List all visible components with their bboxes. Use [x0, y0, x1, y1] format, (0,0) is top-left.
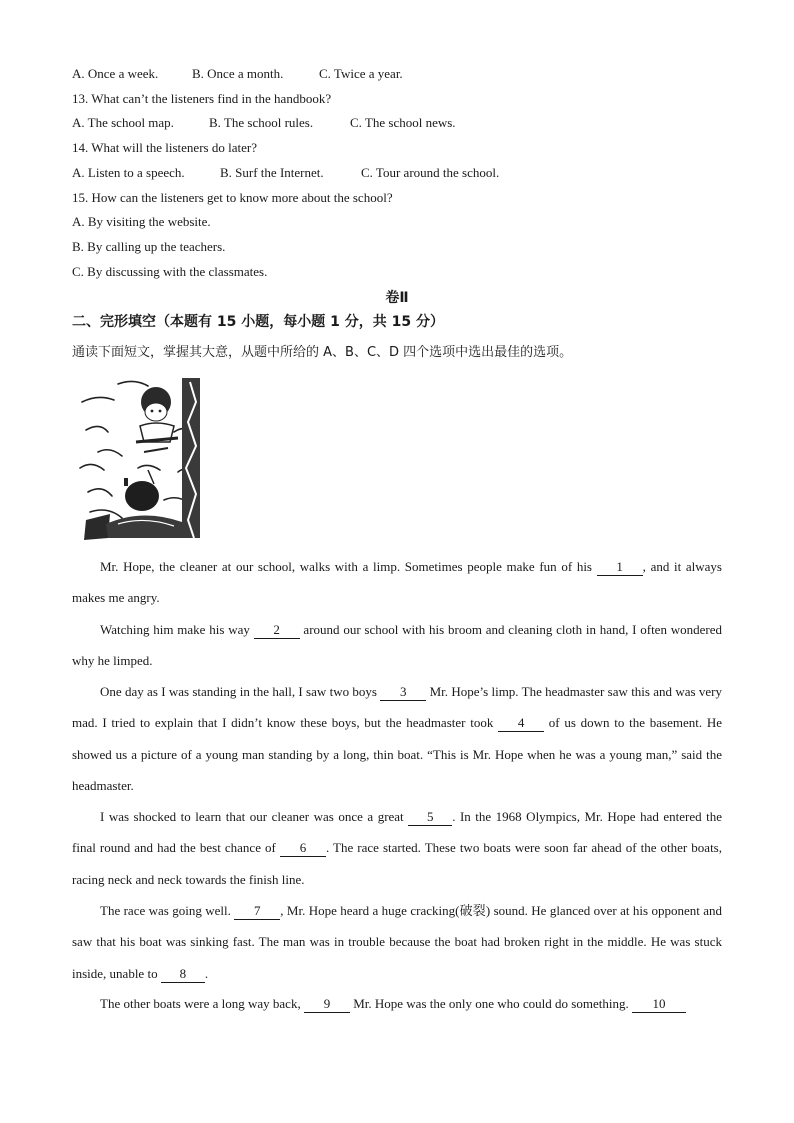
passage-text: .: [204, 965, 209, 981]
passage-text: I was shocked to learn that our cleaner was once a great: [100, 809, 409, 824]
section-instruction: 通读下面短文，掌握其大意，从题中所给的 A、B、C、D 四个选项中选出最佳的选项。: [72, 345, 573, 360]
q12-option-c: C. Twice a year.: [319, 66, 403, 81]
passage-text: , Mr. Hope heard a huge cracking(破裂) sound. He glanced over at his opponent and saw that his boat was sinking fast. The man was in trouble because the boat had broken right in the middle. He was stuck inside, unable to: [72, 903, 722, 981]
q15-stem: 15. How can the listeners get to know more about the school?: [72, 190, 393, 205]
q12-options: [72, 66, 403, 82]
passage-paragraph-6: [72, 988, 722, 1019]
q13-option-c: C. The school news.: [350, 115, 456, 130]
passage-text: One day as I was standing in the hall, I saw two boys: [100, 684, 381, 699]
passage-text: Watching him make his way: [100, 622, 254, 637]
passage-paragraph-1: [72, 551, 722, 614]
blank-4: 4: [498, 715, 544, 732]
passage-text: around our school with his broom and cleaning cloth in hand, I often wondered why he limped.: [72, 622, 722, 669]
q14-option-b: B. Surf the Internet.: [220, 165, 324, 180]
q15-option-b: B. By calling up the teachers.: [72, 239, 226, 254]
q15-option-c: C. By discussing with the classmates.: [72, 264, 268, 279]
passage-paragraph-3: [72, 676, 722, 801]
blank-8: 8: [161, 966, 205, 983]
passage-text: Mr. Hope’s limp. The headmaster saw this and was very mad. I tried to explain that I didn’t know these boys, but the headmaster took: [72, 684, 723, 731]
passage-text: . In the 1968 Olympics, Mr. Hope had entered the final round and had the best chance of: [72, 809, 723, 856]
blank-7: 7: [234, 903, 280, 920]
q12-option-b: B. Once a month.: [192, 66, 284, 81]
blank-2: 2: [254, 622, 300, 639]
blank-1: 1: [597, 559, 643, 576]
passage-illustration: [78, 372, 202, 540]
q12-option-a: A. Once a week.: [72, 66, 159, 81]
blank-3: 3: [380, 684, 426, 701]
section-heading: 二、完形填空（本题有 15 小题，每小题 1 分，共 15 分）: [72, 314, 444, 330]
passage-text: The race was going well.: [100, 903, 235, 918]
passage-text: Mr. Hope, the cleaner at our school, walks with a limp. Sometimes people make fun of his: [100, 559, 597, 574]
passage-text: Mr. Hope was the only one who could do something.: [349, 996, 632, 1011]
passage-paragraph-2: [72, 614, 722, 677]
blank-5: 5: [408, 809, 452, 826]
q13-option-a: A. The school map.: [72, 115, 174, 130]
passage-text: , and it always makes me angry.: [72, 559, 722, 606]
passage-paragraph-4: [72, 801, 722, 895]
q14-option-c: C. Tour around the school.: [361, 165, 500, 180]
blank-10: 10: [632, 996, 686, 1013]
passage-text: . The race started. These two boats were soon far ahead of the other boats, racing neck and neck towards the finish line.: [72, 840, 722, 887]
q15-option-a: A. By visiting the website.: [72, 214, 211, 229]
q14-options: [72, 165, 499, 181]
blank-6: 6: [280, 840, 326, 857]
passage-text: of us down to the basement. He showed us a picture of a young man standing by a long, thin boat. “This is Mr. Hope when he was a young man,” said the headmaster.: [72, 715, 722, 793]
blank-9: 9: [304, 996, 350, 1013]
q14-option-a: A. Listen to a speech.: [72, 165, 185, 180]
passage-text: The other boats were a long way back,: [100, 996, 304, 1011]
passage-paragraph-5: [72, 895, 722, 989]
q13-options: [72, 115, 456, 131]
q13-stem: 13. What can’t the listeners find in the handbook?: [72, 91, 332, 106]
section-title: 卷Ⅱ: [385, 290, 409, 306]
q13-option-b: B. The school rules.: [209, 115, 314, 130]
q14-stem: 14. What will the listeners do later?: [72, 140, 257, 155]
